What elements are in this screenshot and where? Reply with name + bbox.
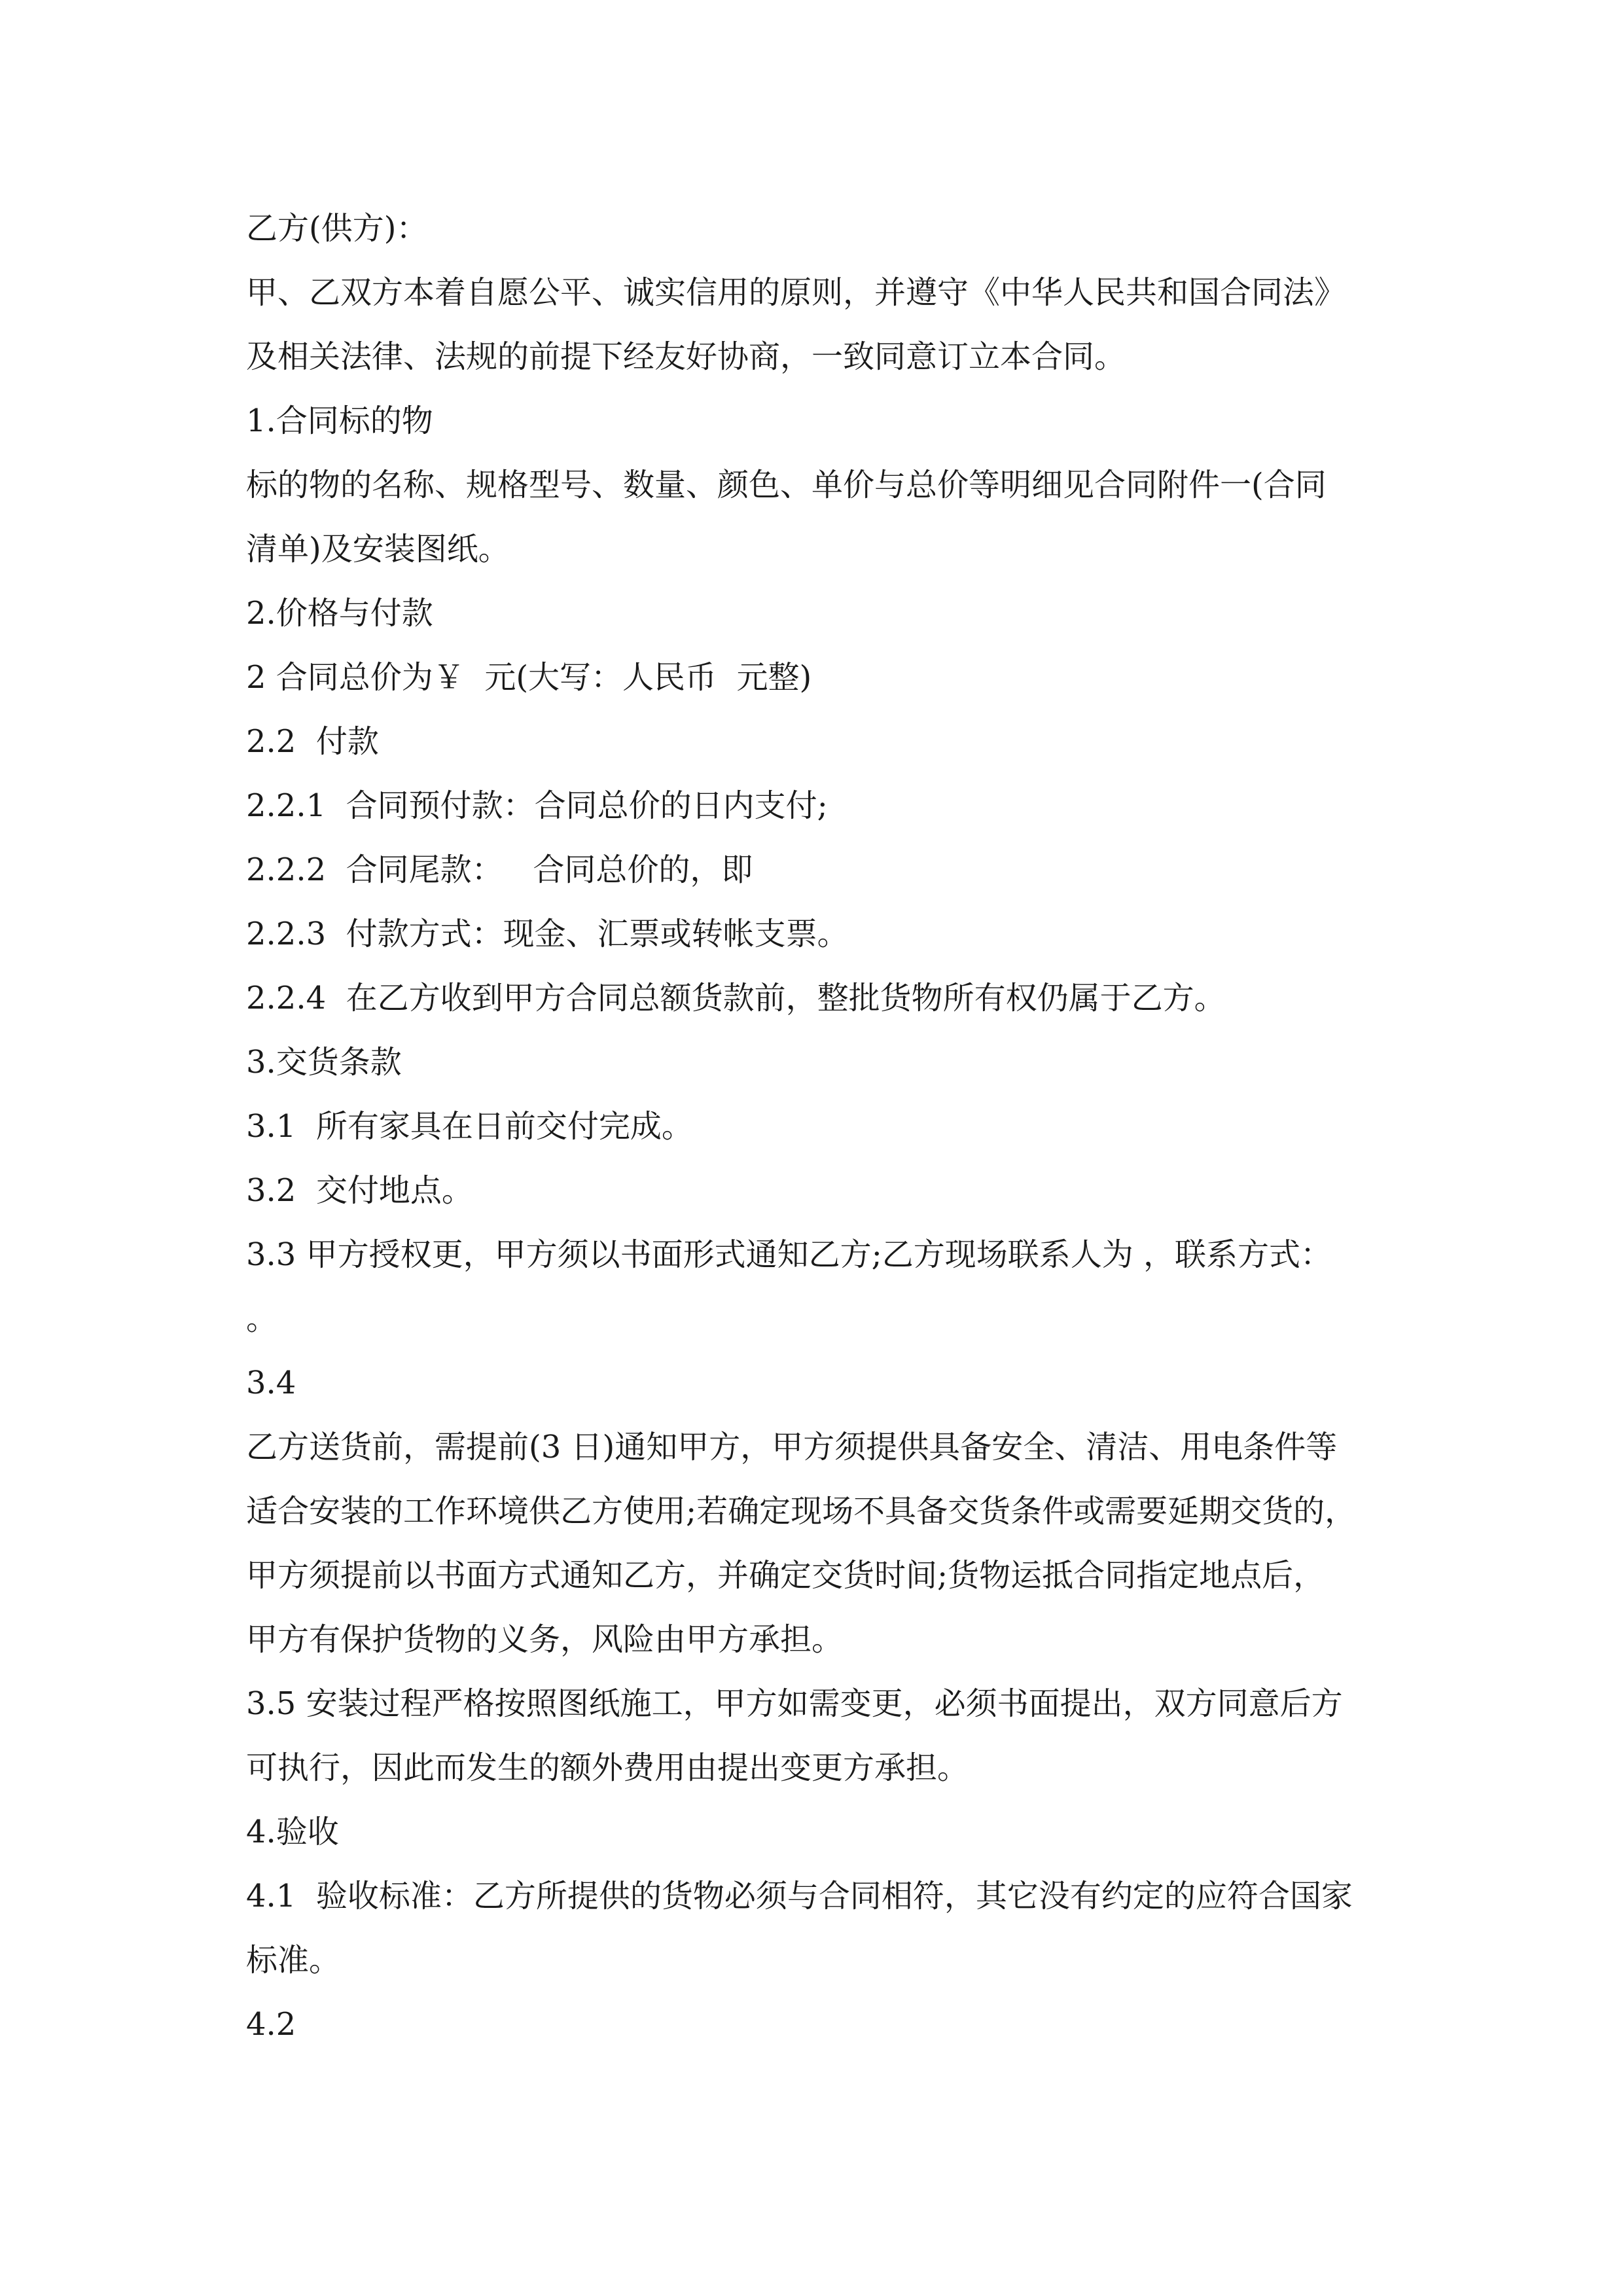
text-line: 3.5 安装过程严格按照图纸施工，甲方如需变更，必须书面提出，双方同意后方 <box>246 1685 1343 1722</box>
text-line: 2.2.2 合同尾款： 合同总价的，即 <box>246 852 753 888</box>
text-line: 3.1 所有家具在日前交付完成。 <box>246 1108 693 1145</box>
text-line: 乙方(供方)： <box>246 210 428 247</box>
text-line: 清单)及安装图纸。 <box>246 531 510 567</box>
text-line: 3.4 <box>246 1365 296 1401</box>
text-line: 及相关法律、法规的前提下经友好协商，一致同意订立本合同。 <box>246 338 1126 375</box>
text-line: 2.2.3 付款方式：现金、汇票或转帐支票。 <box>246 916 849 952</box>
text-line: 4.1 验收标准：乙方所提供的货物必须与合同相符，其它没有约定的应符合国家 <box>246 1878 1353 1914</box>
text-line: 2.2.4 在乙方收到甲方合同总额货款前，整批货物所有权仍属于乙方。 <box>246 980 1226 1016</box>
subsection-heading: 2.2 付款 <box>246 723 379 760</box>
text-line: 乙方送货前，需提前(3 日)通知甲方，甲方须提供具备安全、清洁、用电条件等 <box>246 1429 1338 1465</box>
text-line: 2.2.1 合同预付款：合同总价的日内支付; <box>246 787 828 824</box>
text-line: 甲、乙双方本着自愿公平、诚实信用的原则，并遵守《中华人民共和国合同法》 <box>246 274 1346 311</box>
text-line: 甲方有保护货物的义务，风险由甲方承担。 <box>246 1621 844 1658</box>
section-heading: 2.价格与付款 <box>246 595 433 632</box>
text-line: 可执行，因此而发生的额外费用由提出变更方承担。 <box>246 1749 969 1786</box>
text-line: 2 合同总价为￥ 元(大写：人民币 元整) <box>246 659 812 696</box>
section-heading: 4.验收 <box>246 1814 339 1850</box>
document-body <box>246 196 1385 2056</box>
text-line: 适合安装的工作环境供乙方使用;若确定现场不具备交货条件或需要延期交货的， <box>246 1493 1357 1530</box>
text-line: 甲方须提前以书面方式通知乙方，并确定交货时间;货物运抵合同指定地点后， <box>246 1557 1325 1594</box>
section-heading: 3.交货条款 <box>246 1044 402 1081</box>
text-line: 3.3 甲方授权更，甲方须以书面形式通知乙方;乙方现场联系人为 ，联系方式： <box>246 1236 1332 1273</box>
text-line: 3.2 交付地点。 <box>246 1172 473 1209</box>
text-line: 。 <box>246 1300 278 1337</box>
section-heading: 1.合同标的物 <box>246 403 433 439</box>
text-line: 标准。 <box>246 1942 341 1979</box>
text-line: 标的物的名称、规格型号、数量、颜色、单价与总价等明细见合同附件一(合同 <box>246 467 1327 503</box>
text-line: 4.2 <box>246 2006 296 2043</box>
